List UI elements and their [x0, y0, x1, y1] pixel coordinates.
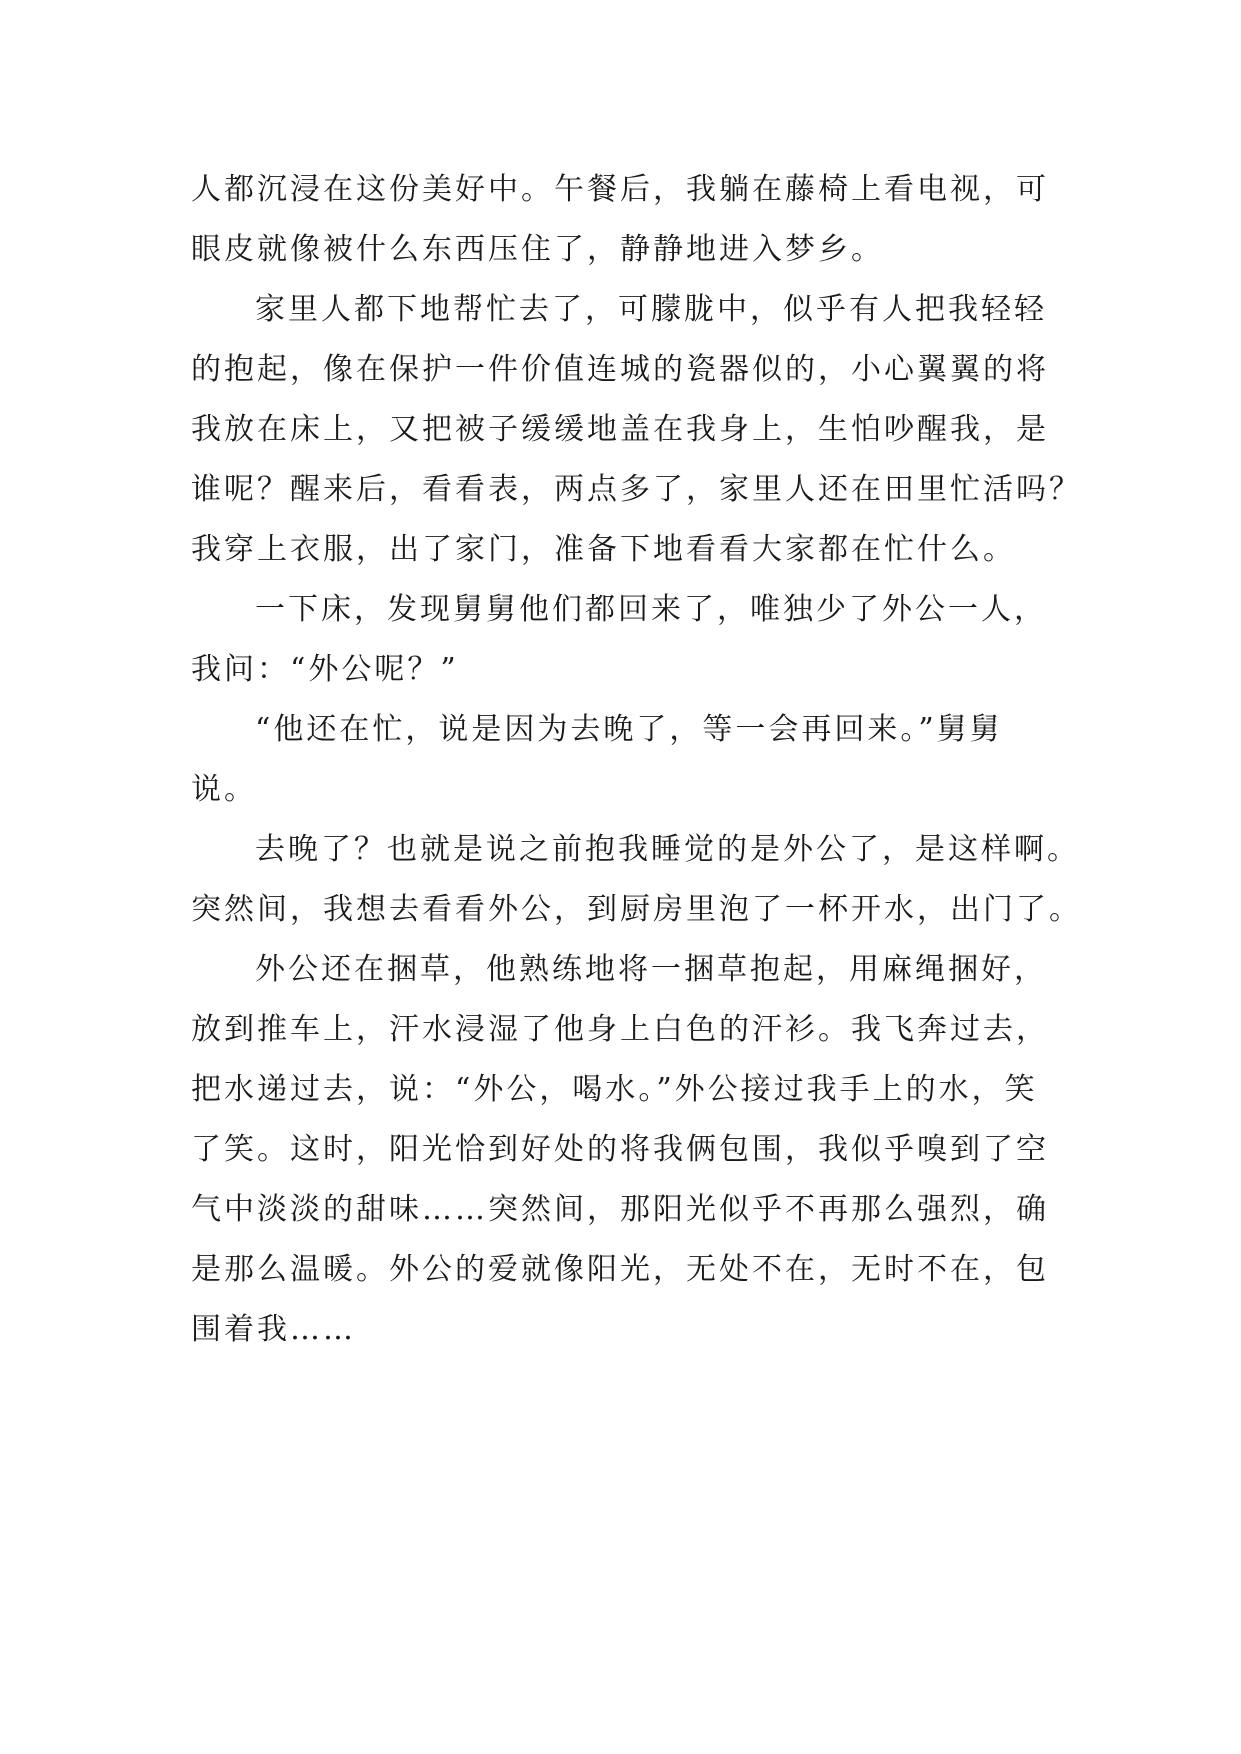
essay-body [191, 160, 1082, 1360]
text-line: 谁呢？醒来后，看看表，两点多了，家里人还在田里忙活吗？ [191, 472, 1082, 507]
text-line: 是那么温暖。外公的爱就像阳光，无处不在，无时不在，包 [191, 1252, 1049, 1287]
text-line: 气中淡淡的甜味……突然间，那阳光似乎不再那么强烈，确 [191, 1192, 1049, 1227]
text-line: 把水递过去，说：“外公，喝水。”外公接过我手上的水，笑 [191, 1072, 1038, 1107]
text-line: 围着我…… [191, 1312, 356, 1347]
text-line: 人都沉浸在这份美好中。午餐后，我躺在藤椅上看电视，可 [191, 172, 1049, 207]
text-line: 去晚了？也就是说之前抱我睡觉的是外公了，是这样啊。 [255, 832, 1080, 867]
text-line: 放到推车上，汗水浸湿了他身上白色的汗衫。我飞奔过去， [191, 1012, 1049, 1047]
text-line: 了笑。这时，阳光恰到好处的将我俩包围，我似乎嗅到了空 [191, 1132, 1049, 1167]
text-line: “他还在忙，说是因为去晚了，等一会再回来。”舅舅 [255, 712, 1003, 747]
text-line: 突然间，我想去看看外公，到厨房里泡了一杯开水，出门了。 [191, 892, 1082, 927]
text-line: 眼皮就像被什么东西压住了，静静地进入梦乡。 [191, 232, 884, 267]
text-line: 说。 [191, 772, 257, 807]
text-line: 一下床，发现舅舅他们都回来了，唯独少了外公一人， [255, 592, 1047, 627]
text-line: 我放在床上，又把被子缓缓地盖在我身上，生怕吵醒我，是 [191, 412, 1049, 447]
text-line: 外公还在捆草，他熟练地将一捆草抱起，用麻绳捆好， [255, 952, 1047, 987]
text-line: 的抱起，像在保护一件价值连城的瓷器似的，小心翼翼的将 [191, 352, 1049, 387]
text-line: 家里人都下地帮忙去了，可朦胧中，似乎有人把我轻轻 [255, 292, 1047, 327]
text-line: 我问：“外公呢？” [191, 652, 459, 687]
text-line: 我穿上衣服，出了家门，准备下地看看大家都在忙什么。 [191, 532, 1016, 567]
